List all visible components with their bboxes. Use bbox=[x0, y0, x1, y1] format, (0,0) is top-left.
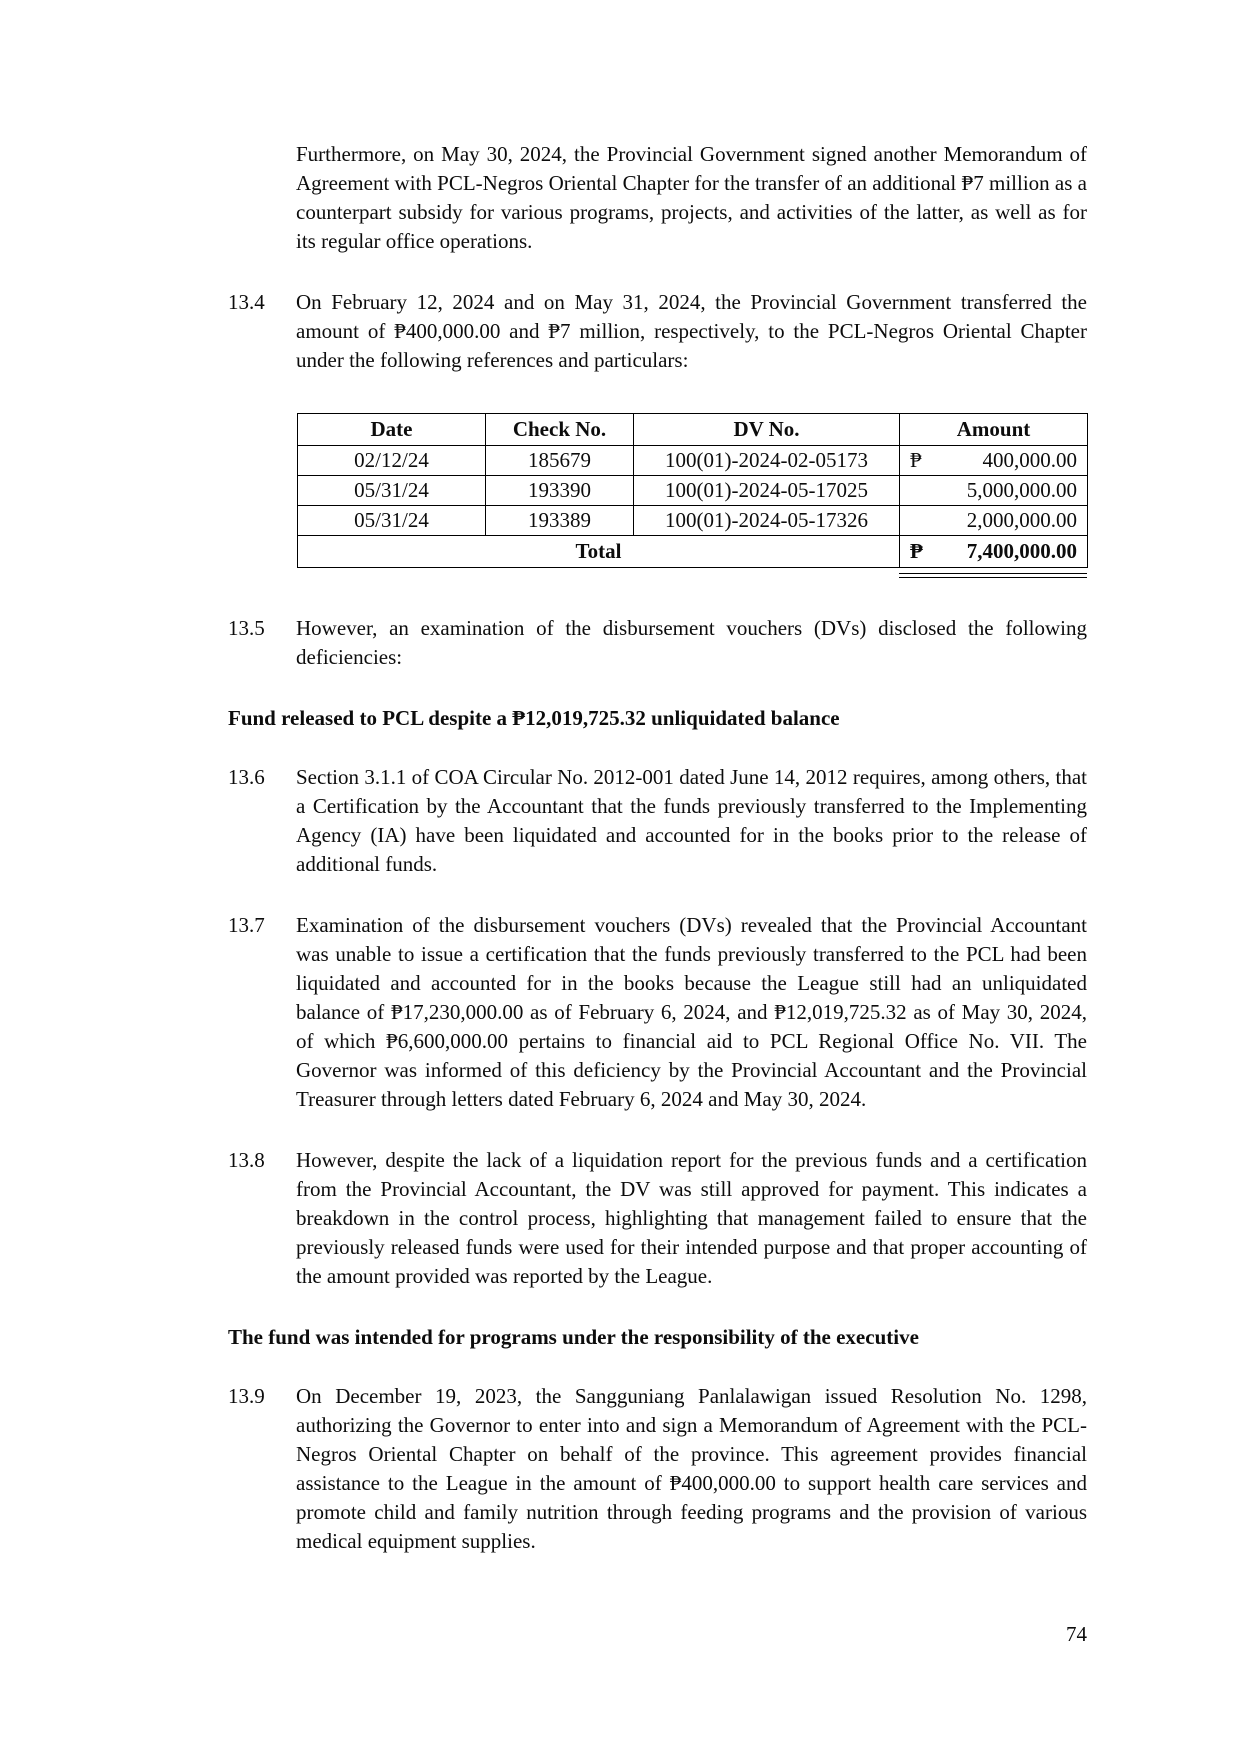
paragraph-intro-text: Furthermore, on May 30, 2024, the Provincial Government signed another Memorandum of Agreement with PCL-Negros Oriental Chapter for the transfer of an additional ₱7 million as a counterpart subsidy for various programs, projects, and activities of the latter, as well as for its regular office operations. bbox=[296, 142, 1087, 253]
paragraph-13-9 bbox=[228, 1382, 1087, 1556]
paragraph-text: Examination of the disbursement vouchers (DVs) revealed that the Provincial Accountant was unable to issue a certification that the funds previously transferred to the PCL had been liquidated and accounted for in the books because the League still had an unliquidated balance of ₱17,230,000.00 as of February 6, 2024, and ₱12,019,725.32 as of May 30, 2024, of which ₱6,600,000.00 pertains to financial aid to PCL Regional Office No. VII. The Governor was informed of this deficiency by the Provincial Accountant and the Provincial Treasurer through letters dated February 6, 2024 and May 30, 2024. bbox=[296, 913, 1087, 1111]
cell-amount bbox=[900, 446, 1088, 476]
paragraph-13-8 bbox=[228, 1146, 1087, 1291]
table-row bbox=[298, 476, 1088, 506]
document-content bbox=[228, 140, 1087, 1588]
column-header-amount: Amount bbox=[900, 414, 1088, 446]
cell-amount: 5,000,000.00 bbox=[900, 476, 1088, 506]
section-heading-fund-programs: The fund was intended for programs under the responsibility of the executive bbox=[228, 1325, 919, 1349]
paragraph-number: 13.6 bbox=[228, 765, 265, 789]
currency-symbol: ₱ bbox=[910, 448, 922, 472]
table-total-row bbox=[298, 536, 1088, 568]
cell-date: 02/12/24 bbox=[298, 446, 486, 476]
paragraph-13-7 bbox=[228, 911, 1087, 1114]
paragraph-number: 13.8 bbox=[228, 1148, 265, 1172]
total-double-underline bbox=[899, 573, 1087, 578]
paragraph-number: 13.9 bbox=[228, 1384, 265, 1408]
section-heading-unliquidated-balance: Fund released to PCL despite a ₱12,019,725.32 unliquidated balance bbox=[228, 706, 840, 730]
paragraph-intro bbox=[228, 140, 1087, 256]
paragraph-number: 13.7 bbox=[228, 913, 265, 937]
paragraph-13-5 bbox=[228, 614, 1087, 672]
paragraph-text: However, despite the lack of a liquidation report for the previous funds and a certification from the Provincial Accountant, the DV was still approved for payment. This indicates a breakdown in the control process, highlighting that management failed to ensure that the previously released funds were used for their intended purpose and that proper accounting of the amount provided was reported by the League. bbox=[296, 1148, 1087, 1288]
currency-symbol: ₱ bbox=[910, 539, 923, 563]
references-table-wrap bbox=[297, 413, 1087, 568]
column-header-dv-no: DV No. bbox=[634, 414, 900, 446]
cell-date: 05/31/24 bbox=[298, 476, 486, 506]
total-amount-cell bbox=[900, 536, 1088, 568]
cell-check-no: 193390 bbox=[486, 476, 634, 506]
paragraph-13-6 bbox=[228, 763, 1087, 879]
cell-check-no: 185679 bbox=[486, 446, 634, 476]
total-label-cell: Total bbox=[298, 536, 900, 568]
cell-check-no: 193389 bbox=[486, 506, 634, 536]
cell-amount: 2,000,000.00 bbox=[900, 506, 1088, 536]
amount-value: 7,400,000.00 bbox=[966, 539, 1077, 563]
amount-with-currency bbox=[900, 537, 1087, 566]
cell-dv-no: 100(01)-2024-05-17326 bbox=[634, 506, 900, 536]
paragraph-13-4 bbox=[228, 288, 1087, 375]
column-header-check-no: Check No. bbox=[486, 414, 634, 446]
references-table bbox=[297, 413, 1088, 568]
amount-with-currency bbox=[900, 446, 1087, 475]
table-row bbox=[298, 506, 1088, 536]
cell-dv-no: 100(01)-2024-02-05173 bbox=[634, 446, 900, 476]
column-header-date: Date bbox=[298, 414, 486, 446]
paragraph-text: On February 12, 2024 and on May 31, 2024, the Provincial Government transferred the amount of ₱400,000.00 and ₱7 million, respectively, to the PCL-Negros Oriental Chapter under the following references and particulars: bbox=[296, 290, 1087, 372]
paragraph-text: On December 19, 2023, the Sangguniang Panlalawigan issued Resolution No. 1298, authorizing the Governor to enter into and sign a Memorandum of Agreement with the PCL-Negros Oriental Chapter on behalf of the province. This agreement provides financial assistance to the League in the amount of ₱400,000.00 to support health care services and promote child and family nutrition through feeding programs and the provision of various medical equipment supplies. bbox=[296, 1384, 1087, 1553]
table-row bbox=[298, 446, 1088, 476]
table-header-row bbox=[298, 414, 1088, 446]
cell-date: 05/31/24 bbox=[298, 506, 486, 536]
paragraph-text: Section 3.1.1 of COA Circular No. 2012-001 dated June 14, 2012 requires, among others, that a Certification by the Accountant that the funds previously transferred to the Implementing Agency (IA) have been liquidated and accounted for in the books prior to the release of additional funds. bbox=[296, 765, 1087, 876]
cell-dv-no: 100(01)-2024-05-17025 bbox=[634, 476, 900, 506]
paragraph-number: 13.5 bbox=[228, 616, 265, 640]
page-number: 74 bbox=[1066, 1622, 1087, 1646]
paragraph-text: However, an examination of the disbursement vouchers (DVs) disclosed the following deficiencies: bbox=[296, 616, 1087, 669]
amount-value: 400,000.00 bbox=[982, 448, 1077, 472]
paragraph-number: 13.4 bbox=[228, 290, 265, 314]
